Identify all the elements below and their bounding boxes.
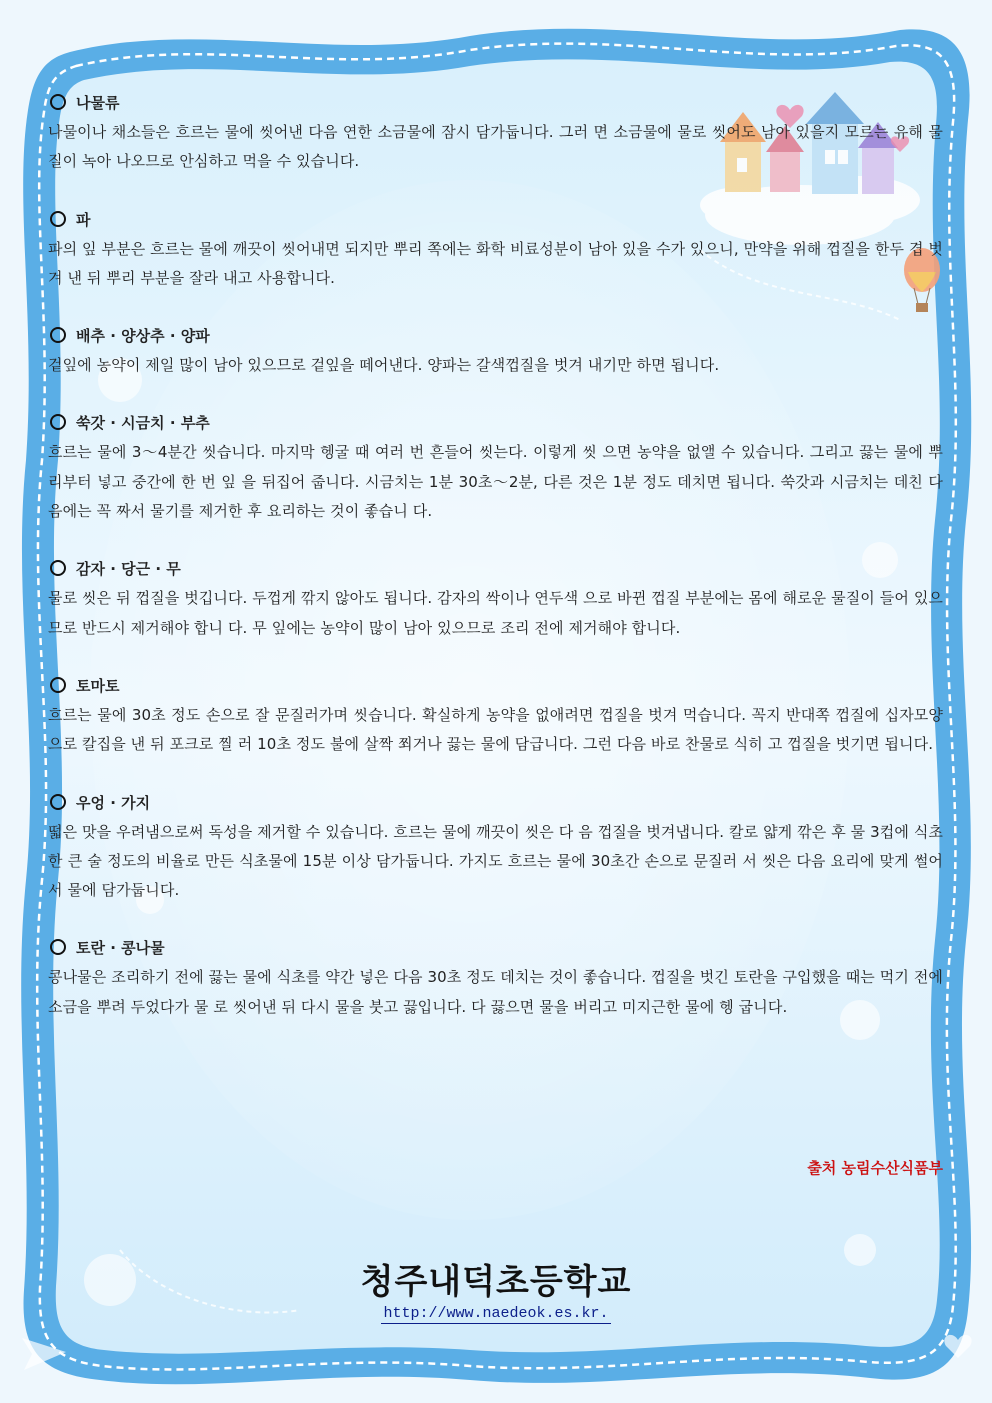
circle-bullet-icon <box>50 414 66 430</box>
section-title-text: 쑥갓 · 시금치 · 부추 <box>76 414 210 433</box>
section-title <box>48 788 943 818</box>
section-title <box>48 671 943 701</box>
section-body: 흐르는 물에 3～4분간 씻습니다. 마지막 헹굴 때 여러 번 흔들어 씻는다. 이렇게 씻 으면 농약을 없앨 수 있습니다. 그리고 끓는 물에 뿌리부터 넣고 중간에 한 번 잎 을 뒤집어 줍니다. 시금치는 1분 30초～2분, 다른 것은 1분 정도 데치면 됩니다. 쑥갓과 시금치는 데친 다음에는 꼭 짜서 물기를 제거한 후 요리하는 것이 좋습니 다. <box>48 443 943 521</box>
circle-bullet-icon <box>50 677 66 693</box>
section-toran <box>48 933 943 1022</box>
section-title <box>48 205 943 235</box>
section-title <box>48 321 943 351</box>
circle-bullet-icon <box>50 560 66 576</box>
circle-bullet-icon <box>50 327 66 343</box>
section-tomato <box>48 671 943 760</box>
circle-bullet-icon <box>50 211 66 227</box>
section-title <box>48 88 943 118</box>
section-gamja <box>48 554 943 643</box>
section-title-text: 감자 · 당근 · 무 <box>76 560 181 579</box>
section-body: 흐르는 물에 30초 정도 손으로 잘 문질러가며 씻습니다. 확실하게 농약을 없애려면 껍질을 벗겨 먹습니다. 꼭지 반대쪽 껍질에 십자모양으로 칼집을 낸 뒤 포크로 찔 러 10초 정도 불에 살짝 쬐거나 끓는 물에 담급니다. 그런 다음 바로 찬물로 식히 고 껍질을 벗기면 됩니다. <box>48 705 943 754</box>
section-body: 콩나물은 조리하기 전에 끓는 물에 식초를 약간 넣은 다음 30초 정도 데치는 것이 좋습니다. 껍질을 벗긴 토란을 구입했을 때는 먹기 전에 소금을 뿌려 두었다가 물 로 씻어낸 뒤 다시 물을 붓고 끓입니다. 다 끓으면 물을 버리고 미지근한 물에 헹 굽니다. <box>48 968 943 1016</box>
school-url-link[interactable]: http://www.naedeok.es.kr. <box>383 1305 609 1322</box>
section-baechu <box>48 321 943 380</box>
section-title <box>48 554 943 584</box>
school-footer <box>0 1262 992 1324</box>
section-pa <box>48 205 943 294</box>
section-body: 파의 잎 부분은 흐르는 물에 깨끗이 씻어내면 되지만 뿌리 쪽에는 화학 비료성분이 남아 있을 수가 있으니, 만약을 위해 껍질을 한두 겹 벗겨 낸 뒤 뿌리 부분을 잘라 내고 사용합니다. <box>48 239 943 287</box>
section-title-text: 배추 · 양상추 · 양파 <box>76 327 210 346</box>
section-namul <box>48 88 943 177</box>
section-ueong <box>48 788 943 906</box>
section-title-text: 나물류 <box>76 94 120 112</box>
section-body: 물로 씻은 뒤 껍질을 벗깁니다. 두껍게 깎지 않아도 됩니다. 감자의 싹이나 연두색 으로 바뀐 껍질 부분에는 몸에 해로운 물질이 들어 있으므로 반드시 제거해야 합니 다. 무 잎에는 농약이 많이 남아 있으므로 조리 전에 제거해야 합니다. <box>48 589 943 637</box>
section-title-text: 토마토 <box>76 676 120 695</box>
section-title-text: 토란 · 콩나물 <box>76 939 165 958</box>
section-body: 겉잎에 농약이 제일 많이 남아 있으므로 겉잎을 떼어낸다. 양파는 갈색껍질을 벗겨 내기만 하면 됩니다. <box>48 356 720 375</box>
section-title <box>48 933 943 963</box>
source-credit: 출처 농림수산식품부 <box>807 1159 943 1177</box>
section-title <box>48 408 943 438</box>
school-name: 청주내덕초등학교 <box>360 1262 632 1302</box>
section-ssukgat <box>48 408 943 526</box>
section-body: 떫은 맛을 우려냄으로써 독성을 제거할 수 있습니다. 흐르는 물에 깨끗이 씻은 다 음 껍질을 벗겨냅니다. 칼로 얇게 깎은 후 물 3컵에 식초 한 큰 술 정도의 비율로 만든 식초물에 15분 이상 담가둡니다. 가지도 흐르는 물에 30초간 손으로 문질러 서 씻은 다음 요리에 맞게 썰어서 물에 담가둡니다. <box>48 822 943 900</box>
circle-bullet-icon <box>50 94 66 110</box>
article-content <box>48 88 943 1050</box>
section-body: 나물이나 채소들은 흐르는 물에 씻어낸 다음 연한 소금물에 잠시 담가둡니다. 그러 면 소금물에 물로 씻어도 남아 있을지 모르는 유해 물질이 녹아 나오므로 안심하고 먹을 수 있습니다. <box>48 123 943 171</box>
circle-bullet-icon <box>50 939 66 955</box>
section-title-text: 파 <box>76 210 91 229</box>
circle-bullet-icon <box>50 794 66 810</box>
section-title-text: 우엉 · 가지 <box>76 793 151 812</box>
